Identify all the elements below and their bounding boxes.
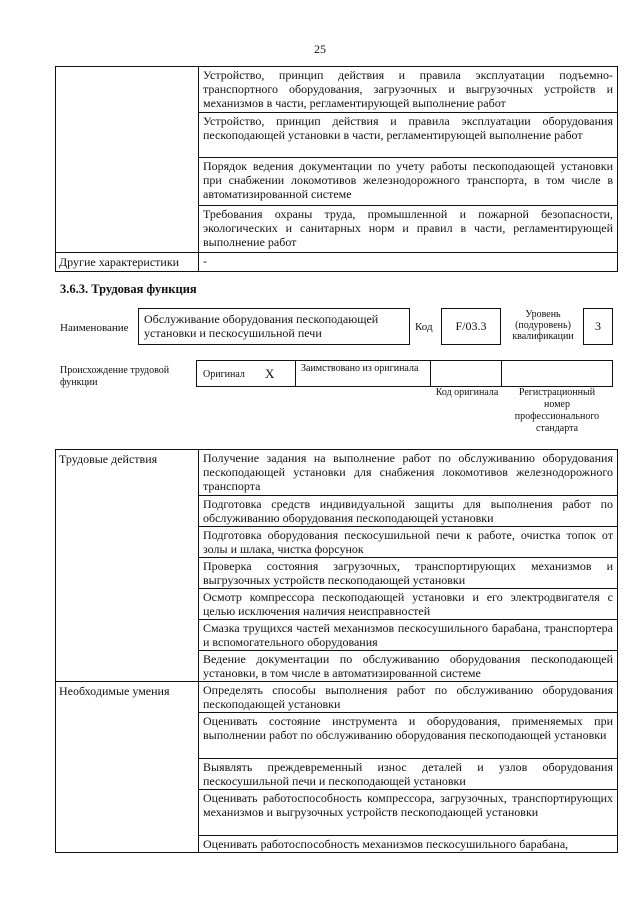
section-title: 3.6.3. Трудовая функция — [60, 282, 197, 296]
code-label: Код — [415, 321, 433, 333]
labor-action-item: Смазка трущихся частей механизмов пескосушильного барабана, транспортера и вспомогательного оборудования — [199, 620, 618, 651]
code-box — [441, 308, 501, 345]
labor-action-item: Получение задания на выполнение работ по обслуживанию оборудования пескоподающей установки для снабжения локомотивов железнодорожного транспорта — [199, 450, 618, 496]
original-cell — [196, 360, 296, 387]
other-characteristics-label: Другие характеристики — [56, 253, 199, 272]
knowledge-item: Устройство, принцип действия и правила эксплуатации подъемно-транспортного оборудования, загрузочных и выгрузочных устройств и механизмов в части, регламентирующей выполнение работ — [199, 67, 618, 113]
reg-number-cell — [501, 360, 613, 387]
code-value: F/03.3 — [455, 319, 487, 333]
reg-number-caption: Регистрационный номер профессионального стандарта — [514, 387, 600, 434]
level-box — [583, 308, 613, 345]
other-characteristics-value: - — [199, 253, 618, 272]
knowledge-item: Требования охраны труда, промышленной и пожарной безопасности, экологических и санитарных норм и правил в части, регламентирующей выполнение работ — [199, 206, 618, 253]
labor-action-item: Ведение документации по обслуживанию оборудования пескоподающей установки, в том числе в автоматизированной системе — [199, 651, 618, 682]
empty-label-cell — [56, 67, 199, 253]
labor-action-item: Осмотр компрессора пескоподающей установки и его электродвигателя с целью исключения наличия неисправностей — [199, 589, 618, 620]
labor-action-item: Подготовка средств индивидуальной защиты для выполнения работ по обслуживанию оборудования пескоподающей установки — [199, 496, 618, 527]
required-skills-label: Необходимые умения — [56, 682, 199, 853]
page-number: 25 — [314, 42, 326, 56]
level-value: 3 — [595, 319, 601, 333]
level-label: Уровень (подуровень) квалификации — [512, 309, 574, 342]
borrowed-cell — [295, 360, 431, 387]
original-code-cell — [430, 360, 502, 387]
origin-label: Происхождение трудовой функции — [60, 365, 170, 388]
function-name-value: Обслуживание оборудования пескоподающей установки и пескосушильной печи — [144, 312, 379, 340]
original-label: Оригинал — [203, 369, 245, 380]
borrowed-label: Заимствовано из оригинала — [301, 363, 419, 374]
knowledge-item: Порядок ведения документации по учету работы пескоподающей установки при снабжении локомотивов железнодорожного транспорта, в том числе в автоматизированной системе — [199, 158, 618, 206]
labor-actions-label: Трудовые действия — [56, 450, 199, 682]
labor-action-item: Проверка состояния загрузочных, транспортирующих механизмов и выгрузочных устройств пескоподающей установки — [199, 558, 618, 589]
original-mark: X — [265, 366, 275, 381]
skill-item: Определять способы выполнения работ по обслуживанию оборудования пескоподающей установки — [199, 682, 618, 713]
skill-item: Оценивать состояние инструмента и оборудования, применяемых при выполнении работ по обслуживанию оборудования пескоподающей установки — [199, 713, 618, 759]
skill-item: Оценивать работоспособность механизмов пескосушильного барабана, — [199, 836, 618, 853]
name-label: Наименование — [60, 322, 129, 334]
knowledge-item: Устройство, принцип действия и правила эксплуатации оборудования пескоподающей установки в части, регламентирующей выполнение работ — [199, 113, 618, 158]
original-code-caption: Код оригинала — [435, 387, 499, 398]
skill-item: Выявлять преждевременный износ деталей и узлов оборудования пескосушильной печи и пескоподающей установки — [199, 759, 618, 790]
labor-action-item: Подготовка оборудования пескосушильной печи к работе, очистка топок от золы и шлака, чистка форсунок — [199, 527, 618, 558]
function-name-box — [138, 308, 410, 345]
skill-item: Оценивать работоспособность компрессора, загрузочных, транспортирующих механизмов и выгрузочных устройств пескоподающей установки — [199, 790, 618, 836]
labor-function-table — [55, 449, 618, 853]
knowledge-table — [55, 66, 618, 272]
